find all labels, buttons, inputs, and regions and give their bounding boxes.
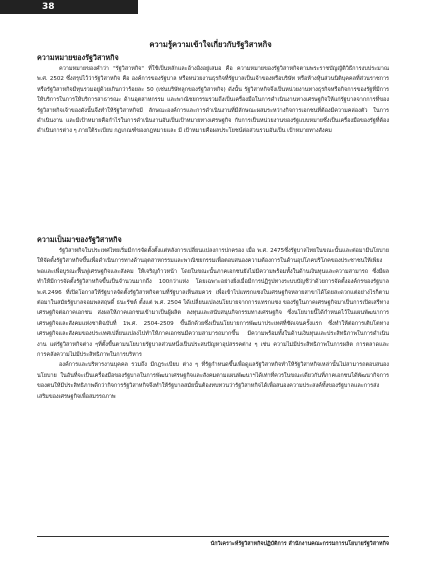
- paragraph: ความหมายของคำว่า "รัฐวิสาหกิจ" ที่ใช้เป็นหลักและอ้างอิงอยู่เสมอ คือ ความหมายของรัฐวิสาหกิจตามพระราชบัญญัติวิธีการงบประมาณ พ.ศ. 2502 ซึ่งสรุปไว้ว่ารัฐวิสาหกิจ คือ องค์การของรัฐบาล หรือหน่วยงานธุรกิจที่รัฐบาลเป็นเจ้าของหรือบริษัท หรือห้างหุ้นส่วนนิติบุคคลที่ส่วนราชการหรือรัฐวิสาหกิจมีทุนรวมอยู่ด้วยเกินกว่าร้อยละ 50 (เช่นบริษัทลูกของรัฐวิสาหกิจ) ดังนั้น รัฐวิสาหกิจจึงเป็นหน่วยงานทางธุรกิจหรือกิจการของรัฐที่มีการให้บริการในการให้บริการสาธารณะ ด้านอุตสาหกรรม และพาณิชยกรรมรวมถึงเป็นเครื่องมือในการดำเนินงานทางเศรษฐกิจให้แก่รัฐบาลจากการที่ของรัฐวิสาหกิจเจ้าของดังนั้นจึงทำให้รัฐวิสาหกิจมี ลักษณะองค์การและการดำเนินงานที่มีลักษณะผสมระหว่างกิจการเอกชนที่ต้องมีความคล่องตัว ในการดำเนินงาน และมีเป้าหมายคือกำไรในการดำเนินงานอันเป็นเป้าหมายทางเศรษฐกิจ กับการเป็นหน่วยงานของรัฐแบบหมายซึ่งเป็นเครื่องมือของรัฐที่ต้องดำเนินการต่าง ๆ ภายใต้ระเบียบ กฎเกณฑ์ของกฎหมายและ มี เป้าหมายคือผลประโยชน์ต่อส่วนรวมอันเป็น เป้าหมายทางสังคม: [37, 66, 389, 135]
- page-number: 38: [42, 2, 55, 12]
- section-definition: [37, 53, 389, 137]
- paragraph: องค์การและบริหารงานบุคคล รวมถึง มีกฎระเบียบ ต่าง ๆ ที่รัฐกำหนดขึ้นเพื่อดูแลรัฐวิสาหกิจทำให้รัฐวิสาหกิจเหล่านั้นไม่สามารถตอบสนองนโยบาย ในอันที่จะเป็นเครื่องมือของรัฐบาลในการพัฒนาเศรษฐกิจและสังคมตามแผนพัฒนาฯได้เท่าที่ควรในขณะเดียวกันที่ภาคเอกชนได้พัฒนากิจการของตนให้มีประสิทธิภาพดีกว่ากิจการรัฐวิสาหกิจจึงทำให้รัฐบาลสมัยนั้นต้องทบทวนว่ารัฐวิสาหกิจได้เพื่อสนองความประสงค์ทั้งของรัฐบาลและการส่งเสริมของเศรษฐกิจเพื่อสมรรถภาพ: [37, 362, 389, 400]
- page-number-bar: [0, 0, 138, 14]
- section-heading: ความหมายของรัฐวิสาหกิจ: [37, 53, 119, 62]
- footer-divider: [37, 536, 389, 537]
- paragraph: รัฐวิสาหกิจในประเทศไทยเริ่มมีการจัดตั้งตั้งแต่หลังการเปลี่ยนแปลงการปกครอง เมื่อ พ.ศ. 2475ซึ่งรัฐบาลไทยในขณะนั้นและต่อมามีนโยบายให้จัดตั้งรัฐวิสาหกิจขึ้นเพื่อดำเนินการทางด้านอุตสาหกรรมและพาณิชยกรรมเพื่อตอบสนองความต้องการในด้านอุปโภคบริโภคของประชาชนให้เพียงพอและเพื่อบูรณะฟื้นฟูเศรษฐกิจและสังคม ให้เจริญก้าวหน้า โดยในขณะนั้นภาคเอกชนยังไม่มีความพร้อมทั้งในด้านเงินทุนและความสามารถ ซึ่งมีผลทำให้มีการจัดตั้งรัฐวิสาหกิจขึ้นเป็นจำนวนมากถึง 100กว่าแห่ง โดยเฉพาะอย่างยิ่งเมื่อมีการปฏิรูปทางระบบบัญชีว่าด้วยการจัดตั้งองค์กรของรัฐบาล พ.ศ.2496 ที่เปิดโอกาสให้รัฐบาลจัดตั้งรัฐวิสาหกิจตามที่รัฐบาลเห็นสมควร เพื่อเข้าไปแทรกแซงในเศรษฐกิจหลายสาขาได้โดยสะดวกแต่อย่างไรก็ตามต่อมาในสมัยรัฐบาลจอมพลสฤษดิ์ ธนะรัชต์ ตั้งแต่ พ.ศ. 2504 ได้เปลี่ยนแปลงนโยบายจากการแทรกแซง ของรัฐในภาคเศรษฐกิจมาเป็นการเปิดเสรีทางเศรษฐกิจต่อภาคเอกชน ส่งผลให้ภาคเอกชนเข้ามาเป็นผู้ผลิต ลงทุนและสนับสนุนกิจกรรมทางเศรษฐกิจ ซึ่งนโยบายนี้ได้กำหนดไว้ในแผนพัฒนาการเศรษฐกิจและสังคมแห่งชาติฉบับที่ 1พ.ศ. 2504-2509 ขึ้นอีกด้วยซึ่งเป็นนโยบายการพัฒนาประเทศที่ชัดเจนครั้งแรก ซึ่งทำให้ต่อการเติบโตทางเศรษฐกิจและสังคมของประเทศเปลี่ยนแปลงไปทำให้ภาคเอกชนมีความสามารถมากขึ้น มีความพร้อมทั้งในด้านเงินทุนและประสิทธิภาพในการดำเนินงาน แต่รัฐวิสาหกิจต่าง ๆที่ตั้งขึ้นตามนโยบายรัฐบาลส่วนหนึ่งเป็นประสบปัญหาอุปสรรคต่าง ๆ เช่น ความไม่มีประสิทธิภาพในการผลิต การตลาดและการคลังความไม่มีประสิทธิภาพในการบริหาร: [37, 248, 389, 359]
- section-heading: ความเป็นมาของรัฐวิสาหกิจ: [37, 235, 122, 244]
- page-title: ความรู้ความเข้าใจเกี่ยวกับรัฐวิสาหกิจ: [149, 40, 272, 49]
- page-footer: นักวิเคราะห์รัฐวิสาหกิจปฏิบัติการ สำนักงานคณะกรรมการนโยบายรัฐวิสาหกิจ: [210, 541, 389, 547]
- section-history: [37, 235, 389, 402]
